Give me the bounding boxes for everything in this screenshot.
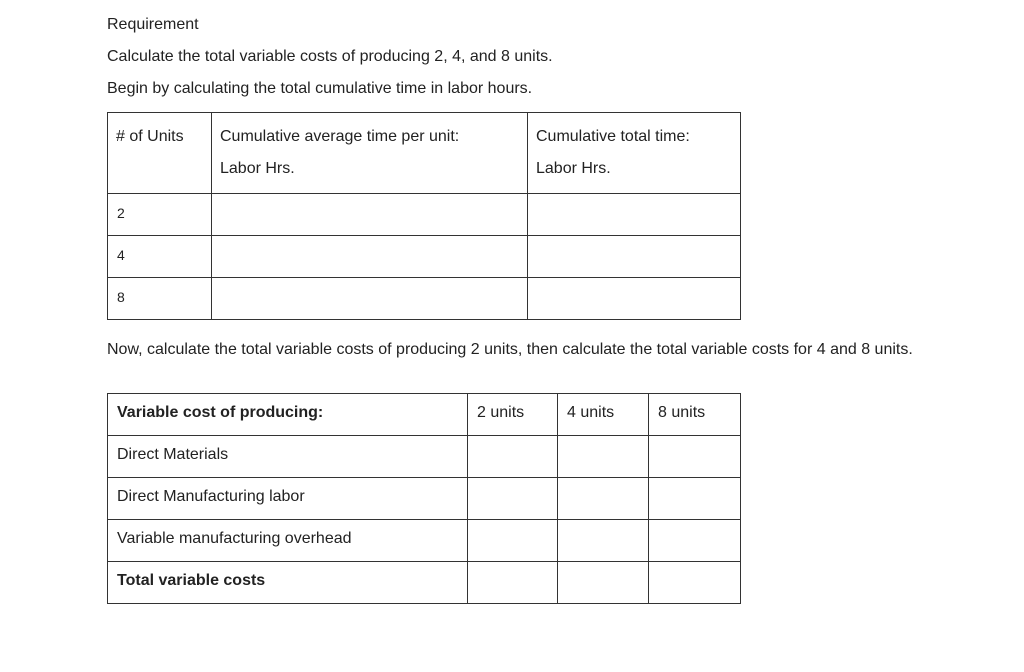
requirement-heading: Requirement: [107, 16, 199, 33]
col-8-units-header: 8 units: [658, 404, 706, 421]
labor-table-header-row: [108, 113, 741, 194]
units-header-cell: [108, 113, 212, 194]
cost-input-cell-2[interactable]: [468, 562, 558, 604]
labor-row-4: [108, 236, 741, 278]
avg-time-input-cell[interactable]: [212, 278, 528, 320]
instruction-line-1: Calculate the total variable costs of producing 2, 4, and 8 units.: [107, 48, 553, 65]
cost-row-label: Direct Materials: [117, 446, 229, 463]
col-4-units-header: 4 units: [567, 404, 615, 421]
total-time-header-line2: Labor Hrs.: [536, 160, 611, 177]
cost-row-label: Variable manufacturing overhead: [117, 530, 352, 547]
cost-input-cell-4[interactable]: [558, 562, 649, 604]
col-2-units-header: 2 units: [477, 404, 525, 421]
cost-row-direct-labor: [108, 478, 741, 520]
avg-time-header-line1: Cumulative average time per unit:: [220, 128, 460, 145]
cost-table-header-row: [108, 394, 741, 436]
total-time-input-cell[interactable]: [528, 194, 741, 236]
cost-input-cell-2[interactable]: [468, 520, 558, 562]
units-header: # of Units: [116, 128, 184, 145]
avg-time-input-cell[interactable]: [212, 194, 528, 236]
cost-input-cell-4[interactable]: [558, 478, 649, 520]
total-time-header-cell: [528, 113, 741, 194]
labor-hours-table: [107, 112, 741, 320]
cost-input-cell-2[interactable]: [468, 478, 558, 520]
instruction-line-2: Begin by calculating the total cumulative time in labor hours.: [107, 80, 533, 97]
units-value: 4: [117, 247, 125, 263]
avg-time-header-cell: [212, 113, 528, 194]
cost-label-header: Variable cost of producing:: [117, 404, 324, 421]
cost-input-cell-2[interactable]: [468, 436, 558, 478]
total-time-input-cell[interactable]: [528, 236, 741, 278]
cost-input-cell-8[interactable]: [649, 520, 741, 562]
labor-row-2: [108, 194, 741, 236]
avg-time-header-line2: Labor Hrs.: [220, 160, 295, 177]
avg-time-input-cell[interactable]: [212, 236, 528, 278]
cost-input-cell-4[interactable]: [558, 436, 649, 478]
cost-input-cell-8[interactable]: [649, 478, 741, 520]
cost-row-total: [108, 562, 741, 604]
instruction-line-3: Now, calculate the total variable costs of producing 2 units, then calculate the total variable costs for 4 and 8 units.: [107, 341, 913, 358]
total-time-input-cell[interactable]: [528, 278, 741, 320]
units-value: 2: [117, 205, 125, 221]
variable-cost-table: [107, 393, 741, 604]
cost-row-label: Direct Manufacturing labor: [117, 488, 305, 505]
labor-row-8: [108, 278, 741, 320]
cost-row-label: Total variable costs: [117, 572, 266, 589]
cost-row-direct-materials: [108, 436, 741, 478]
total-time-header-line1: Cumulative total time:: [536, 128, 690, 145]
units-value: 8: [117, 289, 125, 305]
cost-input-cell-4[interactable]: [558, 520, 649, 562]
cost-row-variable-overhead: [108, 520, 741, 562]
cost-input-cell-8[interactable]: [649, 436, 741, 478]
cost-input-cell-8[interactable]: [649, 562, 741, 604]
